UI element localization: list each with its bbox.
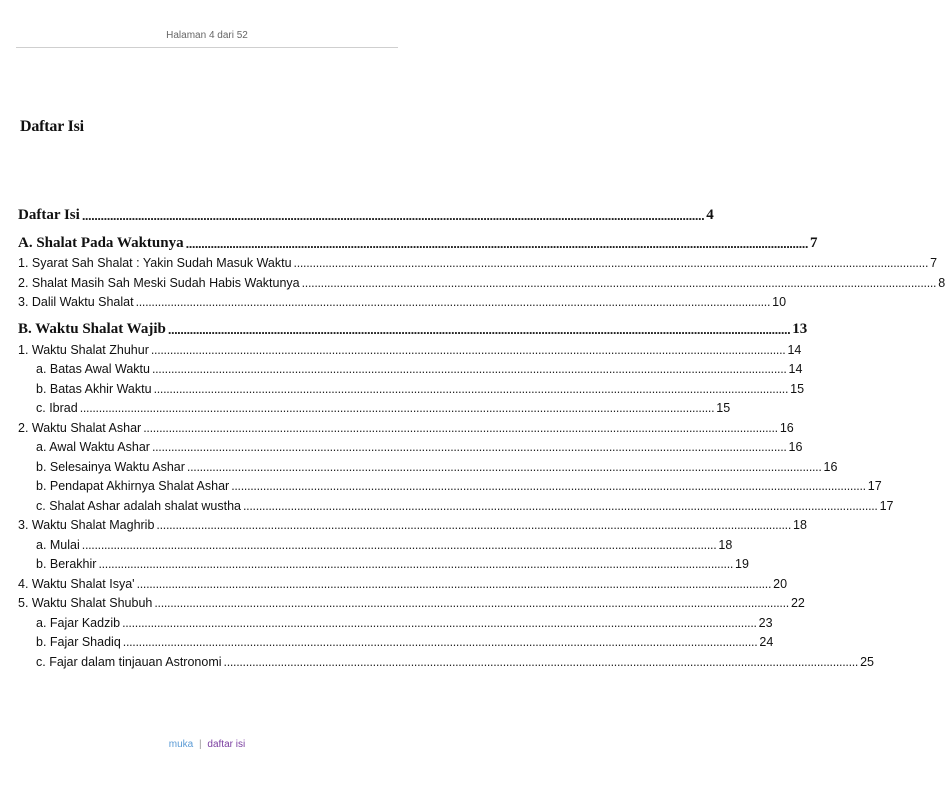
toc-entry-label: 5. Waktu Shalat Shubuh (18, 596, 153, 610)
toc-entry-page: 17 (879, 498, 894, 513)
toc-entry-label: 4. Waktu Shalat Isya' (18, 576, 135, 591)
toc-leader-dots: ........................................................................................................................................................................................................ (143, 420, 778, 435)
toc-leader-dots: ........................................................................................................................................................................................................ (156, 518, 792, 532)
toc-entry-page: 16 (788, 440, 803, 454)
toc-entry-page: 15 (716, 401, 731, 415)
toc-entry[interactable] (18, 615, 773, 636)
toc-link[interactable]: daftar isi (207, 739, 246, 750)
toc-entry-page: 19 (735, 557, 749, 571)
toc-entry[interactable] (18, 576, 788, 597)
toc-entry-label: c. Ibrad (36, 401, 78, 415)
page-header (16, 30, 398, 48)
toc-leader-dots: ........................................................................................................................................................................................................ (154, 596, 789, 610)
toc-entry-label: a. Fajar Kadzib (36, 615, 121, 630)
toc-entry-label: b. Batas Akhir Waktu (36, 381, 152, 396)
toc-entry[interactable] (18, 440, 803, 460)
toc-entry[interactable] (18, 459, 838, 480)
toc-leader-dots: ........................................................................................................................................................................................................ (153, 381, 789, 396)
toc-leader-dots: ........................................................................................................................................................................................................ (186, 459, 822, 474)
toc-entry-page: 7 (809, 234, 818, 251)
toc-leader-dots: ........................................................................................................................................................................................................ (151, 440, 787, 454)
toc-entry[interactable] (18, 202, 714, 228)
toc-entry-label: a. Awal Waktu Ashar (36, 440, 150, 454)
page-number-label: Halaman 4 dari 52 (166, 30, 248, 41)
toc-entry[interactable] (18, 317, 808, 343)
toc-entry[interactable] (18, 275, 945, 296)
toc-entry-label: B. Waktu Shalat Wajib (18, 321, 166, 337)
toc-entry-page: 14 (788, 362, 803, 376)
toc-entry[interactable] (18, 518, 807, 538)
toc-entry-page: 13 (792, 321, 808, 337)
toc-leader-dots: ........................................................................................................................................................................................................ (98, 557, 734, 571)
toc-leader-dots: ........................................................................................................................................................................................................ (81, 207, 705, 223)
toc-leader-dots: ........................................................................................................................................................................................................ (243, 498, 878, 513)
toc-entry[interactable] (18, 256, 938, 276)
toc-entry-page: 16 (779, 420, 794, 435)
toc-entry[interactable] (18, 596, 805, 616)
toc-entry[interactable] (18, 537, 733, 558)
toc-entry[interactable] (18, 381, 805, 402)
toc-leader-dots: ........................................................................................................................................................................................................ (167, 322, 791, 337)
toc-entry-label: 2. Waktu Shalat Ashar (18, 420, 142, 435)
toc-entry-page: 16 (823, 459, 838, 474)
toc-entry-label: 1. Waktu Shalat Zhuhur (18, 342, 149, 357)
toc-entry-page: 15 (790, 381, 805, 396)
toc-entry-page: 23 (758, 615, 773, 630)
toc-entry-label: a. Batas Awal Waktu (36, 362, 150, 376)
table-of-contents (18, 200, 945, 674)
toc-entry[interactable] (18, 654, 875, 675)
toc-entry-label: 1. Syarat Sah Shalat : Yakin Sudah Masuk Waktu (18, 256, 292, 270)
toc-leader-dots: ........................................................................................................................................................................................................ (122, 615, 757, 630)
toc-leader-dots: ........................................................................................................................................................................................................ (231, 479, 866, 493)
toc-entry-label: b. Fajar Shadiq (36, 635, 121, 649)
toc-entry-label: b. Berakhir (36, 557, 97, 571)
toc-leader-dots: ........................................................................................................................................................................................................ (223, 654, 859, 669)
toc-entry-page: 25 (860, 654, 875, 669)
toc-entry-label: c. Fajar dalam tinjauan Astronomi (36, 654, 222, 669)
toc-entry-label: Daftar Isi (18, 206, 80, 223)
toc-entry-page: 14 (787, 342, 802, 357)
footer-separator: | (199, 739, 202, 750)
home-link[interactable]: muka (168, 739, 194, 750)
toc-entry[interactable] (18, 557, 749, 577)
toc-entry-page: 17 (867, 479, 882, 493)
toc-leader-dots: ........................................................................................................................................................................................................ (79, 401, 715, 415)
toc-leader-dots: ........................................................................................................................................................................................................ (151, 362, 787, 376)
toc-leader-dots: ........................................................................................................................................................................................................ (122, 635, 758, 649)
toc-entry-label: b. Pendapat Akhirnya Shalat Ashar (36, 479, 230, 493)
toc-entry-page: 20 (773, 576, 788, 591)
document-title: Daftar Isi (20, 118, 84, 135)
toc-entry[interactable] (18, 230, 818, 256)
toc-entry[interactable] (18, 401, 731, 421)
toc-entry[interactable] (18, 479, 882, 499)
toc-entry-label: 3. Dalil Waktu Shalat (18, 295, 134, 309)
toc-entry[interactable] (18, 342, 802, 363)
toc-entry-label: 2. Shalat Masih Sah Meski Sudah Habis Waktunya (18, 275, 300, 290)
toc-entry-page: 18 (718, 537, 733, 552)
toc-leader-dots: ........................................................................................................................................................................................................ (301, 275, 937, 290)
toc-entry-page: 4 (706, 206, 714, 223)
toc-entry-page: 22 (790, 596, 805, 610)
toc-leader-dots: ........................................................................................................................................................................................................ (185, 235, 808, 251)
toc-entry-page: 24 (759, 635, 774, 649)
toc-entry-page: 7 (930, 256, 938, 270)
toc-leader-dots: ........................................................................................................................................................................................................ (81, 537, 717, 552)
page-footer (0, 739, 414, 750)
toc-entry-label: c. Shalat Ashar adalah shalat wustha (36, 498, 241, 513)
toc-entry[interactable] (18, 420, 794, 441)
toc-leader-dots: ........................................................................................................................................................................................................ (293, 256, 929, 270)
toc-entry-label: A. Shalat Pada Waktunya (18, 234, 184, 251)
toc-entry-page: 8 (938, 275, 945, 290)
toc-entry-label: b. Selesainya Waktu Ashar (36, 459, 185, 474)
toc-entry-label: a. Mulai (36, 537, 80, 552)
toc-entry-label: 3. Waktu Shalat Maghrib (18, 518, 155, 532)
toc-entry-page: 18 (793, 518, 807, 532)
toc-entry-page: 10 (772, 295, 787, 309)
toc-leader-dots: ........................................................................................................................................................................................................ (136, 576, 772, 591)
toc-leader-dots: ........................................................................................................................................................................................................ (150, 342, 786, 357)
toc-entry[interactable] (18, 295, 787, 315)
toc-entry[interactable] (18, 362, 803, 382)
toc-entry[interactable] (18, 635, 774, 655)
toc-entry[interactable] (18, 498, 894, 519)
toc-leader-dots: ........................................................................................................................................................................................................ (135, 295, 771, 309)
